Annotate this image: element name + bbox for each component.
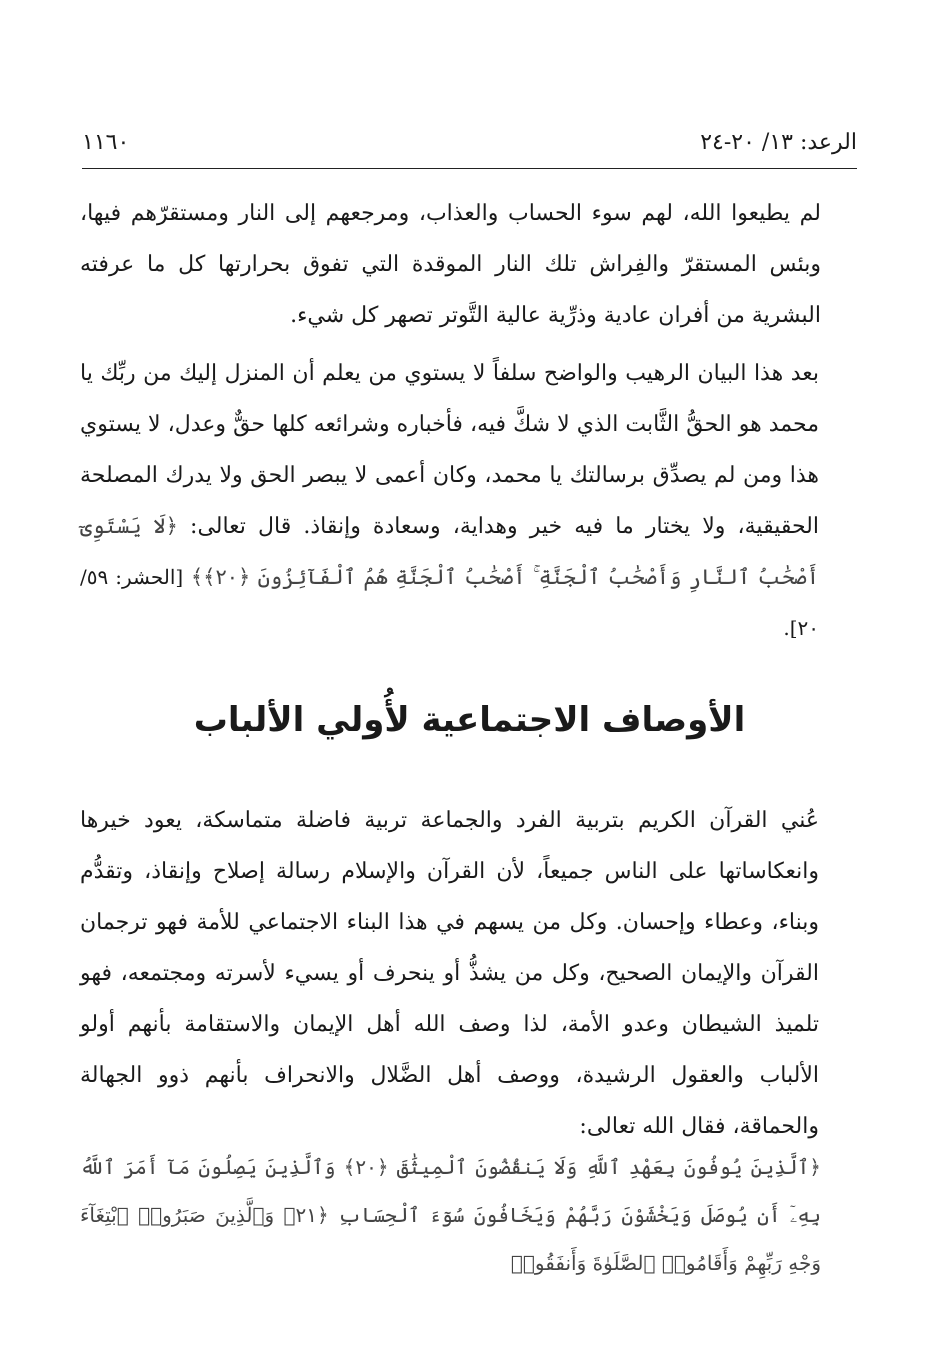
paragraph-3: عُني القرآن الكريم بتربية الفرد والجماعة تربية فاضلة متماسكة، يعود خيرها وانعكاساتها على الناس جميعاً، لأن القرآن والإسلام رسالة إصلاح وإنقاذ، وتقدُّم وبناء، وعطاء وإحسان. وكل من يسهم في هذا البناء الاجتماعي للأمة فهو ترجمان القرآن والإيمان الصحيح، وكل من يشذُّ أو ينحرف أو يسيء لأسرته ومجتمعه، فهو تلميذ الشيطان وعدو الأمة، لذا وصف الله أهل الإيمان والاستقامة بأنهم أولو الألباب والعقول الرشيدة، ووصف أهل الضَّلال والانحراف بأنهم ذوو الجهالة والحماقة، فقال الله تعالى: <box>80 808 819 1139</box>
quran-verse-block: ﴿ٱلَّذِينَ يُوفُونَ بِعَهْدِ ٱللَّهِ وَلَا يَنقُضُونَ ٱلْمِيثَٰقَ ﴿٢٠﴾ وَٱلَّذِينَ يَصِلُونَ مَآ أَمَرَ ٱللَّهُ بِهِۦٓ أَن يُوصَلَ وَيَخْشَوْنَ رَبَّهُمْ وَيَخَافُونَ سُوٓءَ ٱلْحِسَابِ ﴿٢١﴾ وَٱلَّذِينَ صَبَرُوا۟ ٱبْتِغَآءَ وَجْهِ رَبِّهِمْ وَأَقَامُوا۟ ٱلصَّلَوٰةَ وَأَنفَقُوا۟ <box>80 1155 821 1275</box>
running-header <box>82 128 857 169</box>
paragraph-1: لم يطيعوا الله، لهم سوء الحساب والعذاب، ومرجعهم إلى النار ومستقرّهم فيها، وبئس المستقرّ والفِراش تلك النار الموقدة التي تفوق بحرارتها كل ما عرفته البشرية من أفران عادية وذرِّية عالية التَّوتر تصهر كل شيء. <box>80 201 821 328</box>
section-heading: الأوصاف الاجتماعية لأُولي الألباب <box>193 700 746 740</box>
page-number: ١١٦٠ <box>82 130 130 155</box>
paragraph-2-text: بعد هذا البيان الرهيب والواضح سلفاً لا يستوي من يعلم أن المنزل إليك من ربِّك يا محمد هو الحقُّ الثَّابت الذي لا شكَّ فيه، فأخباره وشرائعه كلها حقٌّ وعدل، لا يستوي هذا ومن لم يصدِّق برسالتك يا محمد، وكان أعمى لا يبصر الحق ولا يدرك المصلحة الحقيقية، ولا يختار ما فيه خير وهداية، وسعادة وإنقاذ. قال تعالى: <box>80 361 819 539</box>
verse-citation: [الحشر: ٥٩/ ٢٠]. <box>80 565 819 640</box>
paragraph-2 <box>80 348 819 654</box>
chapter-verse-reference: الرعد: ١٣/ ٢٠-٢٤ <box>700 130 857 155</box>
quran-verse-inline: ﴿لَا يَسْتَوِىٓ أَصْحَٰبُ ٱلنَّارِ وَأَصْحَٰبُ ٱلْجَنَّةِ ۚ أَصْحَٰبُ ٱلْجَنَّةِ هُمُ ٱلْفَآئِزُونَ ﴿٢٠﴾﴾ <box>80 514 820 589</box>
